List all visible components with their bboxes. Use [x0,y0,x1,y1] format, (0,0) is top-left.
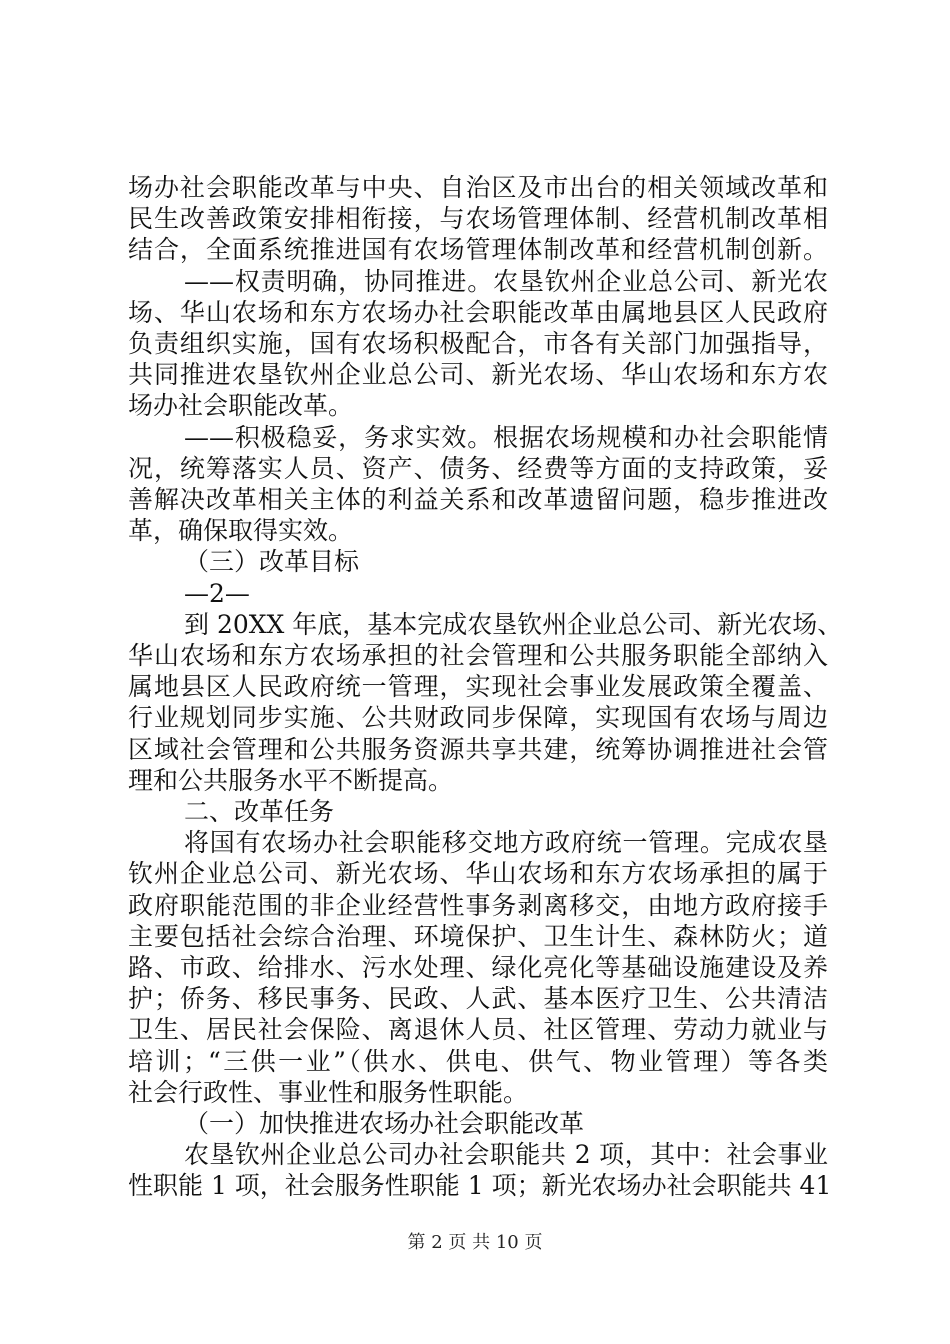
body-line: 护；侨务、移民事务、民政、人武、基本医疗卫生、公共清洁 [128,984,828,1014]
body-line: 到 20XX 年底，基本完成农垦钦州企业总公司、新光农场、 [184,609,843,639]
body-line: 结合，全面系统推进国有农场管理体制改革和经营机制创新。 [128,235,828,265]
body-line: 路、市政、给排水、污水处理、绿化亮化等基础设施建设及养 [128,953,828,982]
body-line: 善解决改革相关主体的利益关系和改革遗留问题，稳步推进改 [128,485,828,514]
body-line: 性职能 1 项，社会服务性职能 1 项；新光农场办社会职能共 41 [128,1171,832,1201]
body-line: 华山农场和东方农场承担的社会管理和公共服务职能全部纳入 [128,641,828,670]
body-line: 主要包括社会综合治理、环境保护、卫生计生、森林防火；道 [128,921,828,951]
body-line: 农垦钦州企业总公司办社会职能共 2 项，其中：社会事业 [184,1140,828,1170]
body-line: 民生改善政策安排相衔接，与农场管理体制、经营机制改革相 [128,204,828,234]
body-line: 政府职能范围的非企业经营性事务剥离移交，由地方政府接手 [128,890,828,920]
body-line: 场、华山农场和东方农场办社会职能改革由属地县区人民政府 [128,297,828,327]
body-line: 培训；“三供一业”（供水、供电、供气、物业管理）等各类 [128,1046,828,1076]
body-line: 钦州企业总公司、新光农场、华山农场和东方农场承担的属于 [128,859,828,889]
body-line: 社会行政性、事业性和服务性职能。 [128,1077,529,1107]
body-line: 行业规划同步实施、公共财政同步保障，实现国有农场与周边 [128,703,828,733]
body-line: 理和公共服务水平不断提高。 [128,765,454,795]
page-marker: —2— [184,578,250,608]
body-line: ——积极稳妥，务求实效。根据农场规模和办社会职能情 [184,422,828,452]
body-line: 共同推进农垦钦州企业总公司、新光农场、华山农场和东方农 [128,360,828,390]
section-heading: 二、改革任务 [184,797,335,826]
body-line: 将国有农场办社会职能移交地方政府统一管理。完成农垦 [184,828,828,858]
page-footer: 第 2 页 共 10 页 [407,1232,543,1253]
body-line: 况，统筹落实人员、资产、债务、经费等方面的支持政策，妥 [128,453,828,483]
body-line: 场办社会职能改革。 [128,391,354,421]
body-line: 场办社会职能改革与中央、自治区及市出台的相关领域改革和 [128,173,828,202]
body-line: ——权责明确，协同推进。农垦钦州企业总公司、新光农 [184,266,828,296]
body-line: 革，确保取得实效。 [128,516,354,546]
body-line: 属地县区人民政府统一管理，实现社会事业发展政策全覆盖、 [128,672,828,702]
section-heading: （一）加快推进农场办社会职能改革 [184,1109,585,1138]
body-line: 区域社会管理和公共服务资源共享共建，统筹协调推进社会管 [128,734,828,764]
section-heading: （三）改革目标 [184,547,360,577]
body-line: 卫生、居民社会保险、离退休人员、社区管理、劳动力就业与 [128,1015,828,1045]
body-line: 负责组织实施，国有农场积极配合，市各有关部门加强指导， [128,329,828,358]
